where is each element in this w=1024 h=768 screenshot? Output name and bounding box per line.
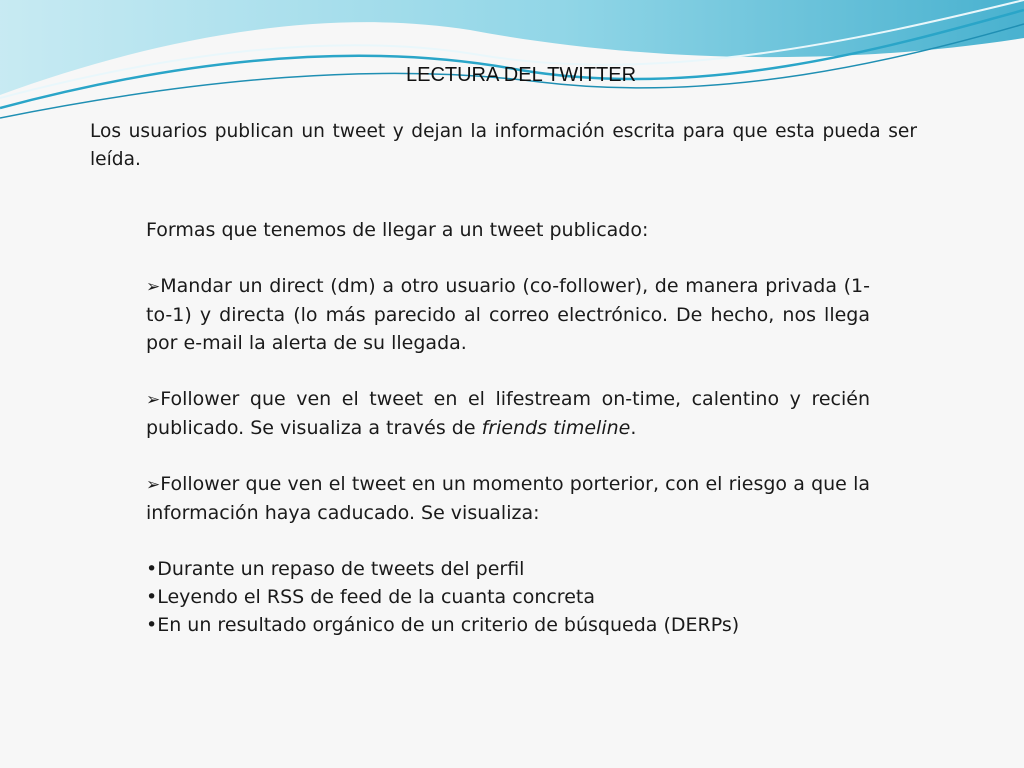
point-later-view (146, 470, 870, 527)
point-text: Follower que ven el tweet en el lifestream on-time, calentino y recién publicado. Se visualiza a través de (146, 388, 870, 439)
point-tail: . (630, 417, 637, 439)
slide-title: LECTURA DEL TWITTER (405, 64, 637, 86)
arrow-bullet-icon: ➢ (146, 277, 161, 297)
intro-paragraph: Los usuarios publican un tweet y dejan la información escrita para que esta pueda ser leída. (90, 121, 917, 170)
list-item-text: En un resultado orgánico de un criterio de búsqueda (DERPs) (157, 614, 740, 636)
point-italic-term: friends timeline (481, 417, 631, 439)
dot-bullet-icon: • (146, 558, 158, 580)
point-direct-message (146, 272, 870, 357)
point-text: Follower que ven el tweet en un momento porterior, con el riesgo a que la información haya caducado. Se visualiza: (146, 473, 870, 524)
dot-bullet-icon: • (146, 614, 158, 636)
list-item-text: Durante un repaso de tweets del perfil (157, 558, 525, 580)
list-item (146, 555, 870, 583)
point-lifestream (146, 385, 870, 442)
list-item (146, 611, 870, 639)
arrow-bullet-icon: ➢ (146, 390, 161, 410)
list-item-text: Leyendo el RSS de feed de la cuanta concreta (157, 586, 595, 608)
bullet-list (146, 555, 870, 639)
list-item (146, 583, 870, 611)
slide-body (146, 216, 870, 639)
arrow-bullet-icon: ➢ (146, 475, 161, 495)
dot-bullet-icon: • (146, 586, 158, 608)
point-text: Mandar un direct (dm) a otro usuario (co-follower), de manera privada (1-to-1) y directa (lo más parecido al correo electrónico. De hecho, nos llega por e-mail la alerta de su llegada. (146, 275, 870, 354)
lead-text: Formas que tenemos de llegar a un tweet publicado: (146, 219, 649, 241)
